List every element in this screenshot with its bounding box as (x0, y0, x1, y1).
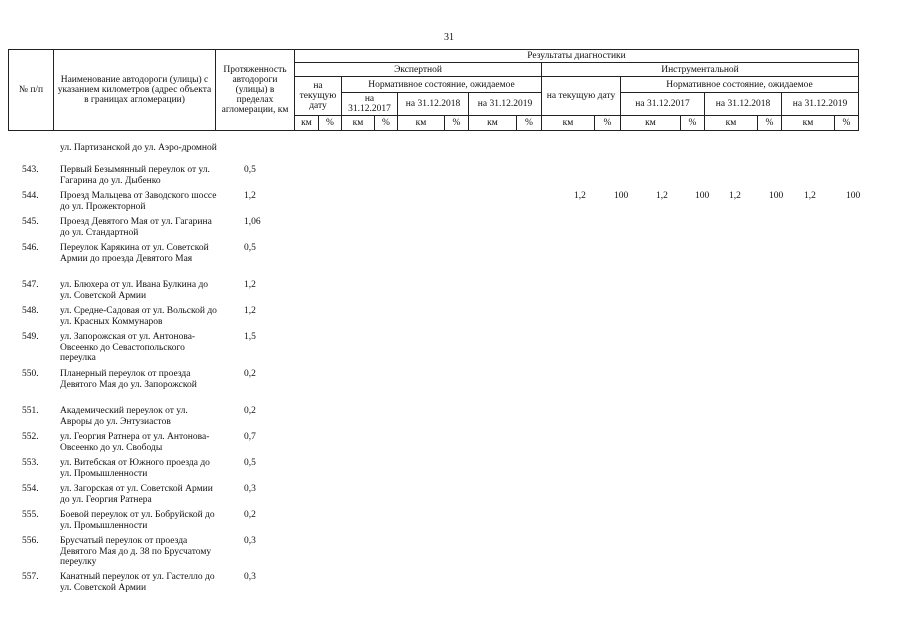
row-number: 548. (22, 306, 39, 316)
unit-pct: % (445, 116, 469, 131)
table-row (8, 143, 868, 165)
row-number: 557. (22, 572, 39, 582)
road-length: 0,3 (244, 536, 256, 546)
unit-pct: % (517, 116, 542, 131)
unit-km: км (705, 116, 758, 131)
unit-pct: % (681, 116, 705, 131)
road-length: 1,5 (244, 332, 256, 342)
table-row (8, 406, 868, 432)
header-instrumental: Инструментальной (542, 63, 859, 77)
road-name: ул. Витебская от Южного проезда до ул. Промышленности (60, 458, 210, 479)
road-length: 0,5 (244, 165, 256, 175)
diagnostic-value: 100 (769, 191, 784, 201)
road-length: 1,2 (244, 306, 256, 316)
row-number: 549. (22, 332, 39, 342)
road-name: Боевой переулок от ул. Бобруйской до ул. Промышленности (60, 510, 215, 531)
road-length: 0,3 (244, 484, 256, 494)
header-num: № п/п (9, 50, 54, 131)
header-expert: Экспертной (295, 63, 542, 77)
header-instr-date: на 31.12.2019 (782, 93, 859, 116)
row-number: 545. (22, 217, 39, 227)
road-name: ул. Запорожская от ул. Антонова-Овсеенко до Севастопольского переулка (60, 332, 196, 364)
header-current-expert: на текущую дату (295, 77, 342, 116)
diagnostic-value: 100 (695, 191, 710, 201)
table-header (8, 49, 859, 131)
road-length: 0,5 (244, 243, 256, 253)
diagnostic-value: 1,2 (804, 191, 816, 201)
road-name: Проезд Мальцева от Заводского шоссе до ул. Прожекторной (60, 191, 217, 212)
row-number: 544. (22, 191, 39, 201)
road-name: ул. Партизанской до ул. Аэро-дромной (60, 143, 217, 153)
table-row (8, 243, 868, 280)
header-expert-date: на 31.12.2018 (398, 93, 469, 116)
table-row (8, 369, 868, 406)
table-row (8, 165, 868, 191)
road-length: 0,7 (244, 432, 256, 442)
row-number: 553. (22, 458, 39, 468)
unit-pct: % (758, 116, 782, 131)
road-name: Первый Безымянный переулок от ул. Гагарина до ул. Дыбенко (60, 165, 210, 186)
road-name: Канатный переулок от ул. Гастелло до ул. Советской Армии (60, 572, 215, 593)
road-length: 1,2 (244, 191, 256, 201)
unit-pct: % (595, 116, 621, 131)
road-length: 1,06 (244, 217, 261, 227)
diagnostic-value: 1,2 (656, 191, 668, 201)
header-current-instr: на текущую дату (542, 77, 621, 116)
table-row (8, 572, 868, 598)
unit-km: км (342, 116, 375, 131)
road-length: 0,5 (244, 458, 256, 468)
unit-pct: % (375, 116, 398, 131)
diagnostic-value: 1,2 (729, 191, 741, 201)
road-name: ул. Георгия Ратнера от ул. Антонова-Овсеенко до ул. Свободы (60, 432, 210, 453)
diagnostic-value: 1,2 (574, 191, 586, 201)
road-length: 0,3 (244, 572, 256, 582)
unit-pct: % (319, 116, 342, 131)
unit-km: км (621, 116, 681, 131)
header-name: Наименование автодороги (улицы) с указанием километров (адрес объекта в границах агломерации) (54, 50, 216, 131)
road-name: Планерный переулок от проезда Девятого Мая до ул. Запорожской (60, 369, 197, 390)
diagnostic-value: 100 (846, 191, 861, 201)
row-number: 556. (22, 536, 39, 546)
unit-km: км (469, 116, 517, 131)
table-row (8, 191, 868, 217)
road-name: ул. Средне-Садовая от ул. Вольской до ул. Красных Коммунаров (60, 306, 217, 327)
header-instr-date: на 31.12.2017 (621, 93, 705, 116)
road-length: 1,2 (244, 280, 256, 290)
unit-km: км (398, 116, 445, 131)
diagnostic-value: 100 (614, 191, 629, 201)
table-row (8, 458, 868, 484)
header-expert-date: на 31.12.2017 (342, 93, 398, 116)
road-length: 0,2 (244, 406, 256, 416)
row-number: 555. (22, 510, 39, 520)
row-number: 547. (22, 280, 39, 290)
unit-km: км (542, 116, 595, 131)
table-row (8, 432, 868, 458)
road-name: Проезд Девятого Мая от ул. Гагарина до ул. Стандартной (60, 217, 212, 238)
table-row (8, 510, 868, 536)
road-name: Переулок Карякина от ул. Советской Армии до проезда Девятого Мая (60, 243, 209, 264)
row-number: 546. (22, 243, 39, 253)
road-name: ул. Блюхера от ул. Ивана Булкина до ул. Советской Армии (60, 280, 209, 301)
header-normative-instr: Нормативное состояние, ожидаемое (621, 77, 859, 93)
unit-km: км (295, 116, 319, 131)
road-name: Академический переулок от ул. Авроры до ул. Энтузиастов (60, 406, 188, 427)
table-row (8, 306, 868, 332)
row-number: 550. (22, 369, 39, 379)
table-row (8, 280, 868, 306)
table-row (8, 484, 868, 510)
road-length: 0,2 (244, 510, 256, 520)
header-normative-expert: Нормативное состояние, ожидаемое (342, 77, 542, 93)
table-row (8, 536, 868, 572)
header-expert-date: на 31.12.2019 (469, 93, 542, 116)
header-instr-date: на 31.12.2018 (705, 93, 782, 116)
row-number: 543. (22, 165, 39, 175)
table-row (8, 217, 868, 243)
row-number: 552. (22, 432, 39, 442)
road-name: Брусчатый переулок от проезда Девятого Мая до д. 38 по Брусчатому переулку (60, 536, 212, 568)
table-row (8, 332, 868, 369)
row-number: 551. (22, 406, 39, 416)
row-number: 554. (22, 484, 39, 494)
unit-km: км (782, 116, 835, 131)
header-results: Результаты диагностики (295, 50, 859, 63)
unit-pct: % (835, 116, 859, 131)
road-name: ул. Загорская от ул. Советской Армии до ул. Георгия Ратнера (60, 484, 213, 505)
road-length: 0,2 (244, 369, 256, 379)
header-length: Протяженность автодороги (улицы) в пределах агломерации, км (216, 50, 295, 131)
page-number: 31 (444, 32, 454, 43)
